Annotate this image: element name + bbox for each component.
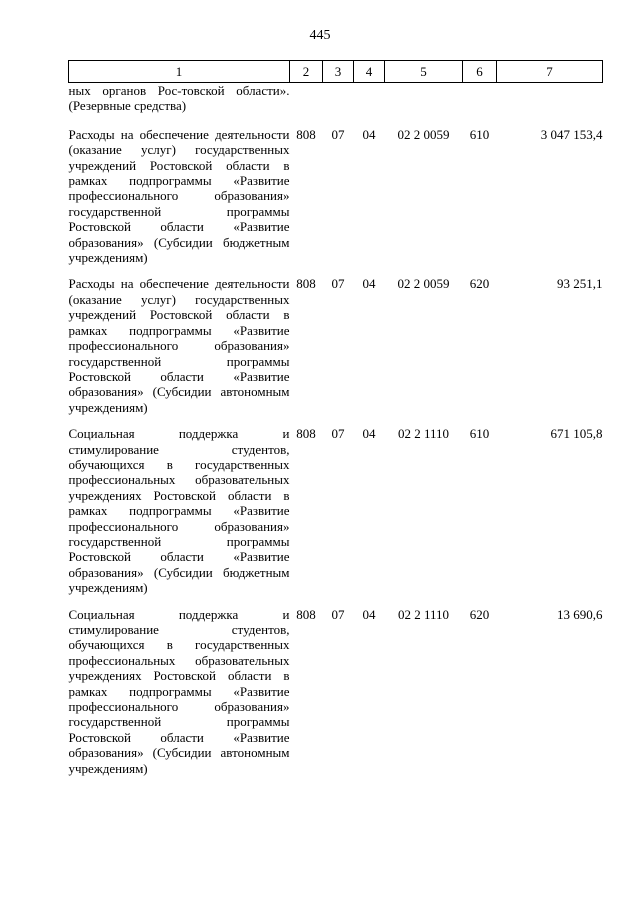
row-section-code: 07 (331, 426, 345, 442)
row-expense-type: 620 (469, 276, 490, 292)
header-row (69, 61, 603, 83)
row-description: Социальная поддержка и стимулирование студентов, обучающихся в государственных профессиональных образовательных учреждениях Ростовской области в рамках подпрограммы «Развитие профессионального образования» государственной программы Ростовской области «Развитие образования» (Субсидии автономным учреждениям) (68, 606, 290, 776)
row-amount: 13 690,6 (557, 606, 603, 622)
column-header-4: 4 (354, 61, 385, 83)
row-amount: 671 105,8 (550, 426, 603, 442)
row-subsection-code: 04 (362, 606, 376, 622)
table-row (69, 114, 603, 266)
row-description: Расходы на обеспечение деятельности (оказание услуг) государственных учреждений Ростовской области в рамках подпрограммы «Развитие профессионального образования» государственной программы Ростовской области «Развитие образования» (Субсидии автономным учреждениям) (68, 276, 290, 415)
row-ministry-code: 808 (296, 606, 316, 622)
row-ministry-code (290, 83, 323, 114)
budget-table (68, 60, 603, 776)
column-header-6: 6 (463, 61, 497, 83)
table-row (69, 596, 603, 776)
page-number: 445 (309, 28, 331, 43)
row-amount (497, 83, 603, 114)
row-description: Расходы на обеспечение деятельности (оказание услуг) государственных учреждений Ростовской области в рамках подпрограммы «Развитие профессионального образования» государственной программы Ростовской области «Развитие образования» (Субсидии бюджетным учреждениям) (68, 126, 290, 266)
row-expense-type: 610 (469, 426, 490, 442)
row-section-code (323, 83, 354, 114)
row-subsection-code: 04 (362, 126, 376, 142)
row-subsection-code: 04 (362, 426, 376, 442)
table-row (69, 265, 603, 415)
row-ministry-code: 808 (296, 126, 316, 142)
row-target-code: 02 2 1110 (397, 426, 450, 442)
row-section-code: 07 (331, 276, 345, 292)
row-expense-type: 610 (469, 126, 490, 142)
row-description: ных органов Рос-товской области». (Резервные средства) (68, 83, 290, 114)
row-description: Социальная поддержка и стимулирование студентов, обучающихся в государственных профессиональных образовательных учреждениях Ростовской области в рамках подпрограммы «Развитие профессионального образования» государственной программы Ростовской области «Развитие образования» (Субсидии бюджетным учреждениям) (68, 426, 290, 596)
table-row (69, 415, 603, 595)
column-header-1: 1 (69, 61, 290, 83)
row-expense-type: 620 (469, 606, 490, 622)
row-ministry-code: 808 (296, 276, 316, 292)
row-amount: 93 251,1 (557, 276, 603, 292)
table-row (69, 83, 603, 114)
row-section-code: 07 (331, 126, 345, 142)
column-header-2: 2 (290, 61, 323, 83)
row-target-code (385, 83, 463, 114)
row-section-code: 07 (331, 606, 345, 622)
row-ministry-code: 808 (296, 426, 316, 442)
row-target-code: 02 2 0059 (397, 276, 450, 292)
row-subsection-code: 04 (362, 276, 376, 292)
row-target-code: 02 2 1110 (397, 606, 450, 622)
column-header-5: 5 (385, 61, 463, 83)
row-amount: 3 047 153,4 (540, 126, 603, 142)
row-subsection-code (354, 83, 385, 114)
row-target-code: 02 2 0059 (397, 126, 450, 142)
row-expense-type (463, 83, 497, 114)
column-header-7: 7 (497, 61, 603, 83)
column-header-3: 3 (323, 61, 354, 83)
